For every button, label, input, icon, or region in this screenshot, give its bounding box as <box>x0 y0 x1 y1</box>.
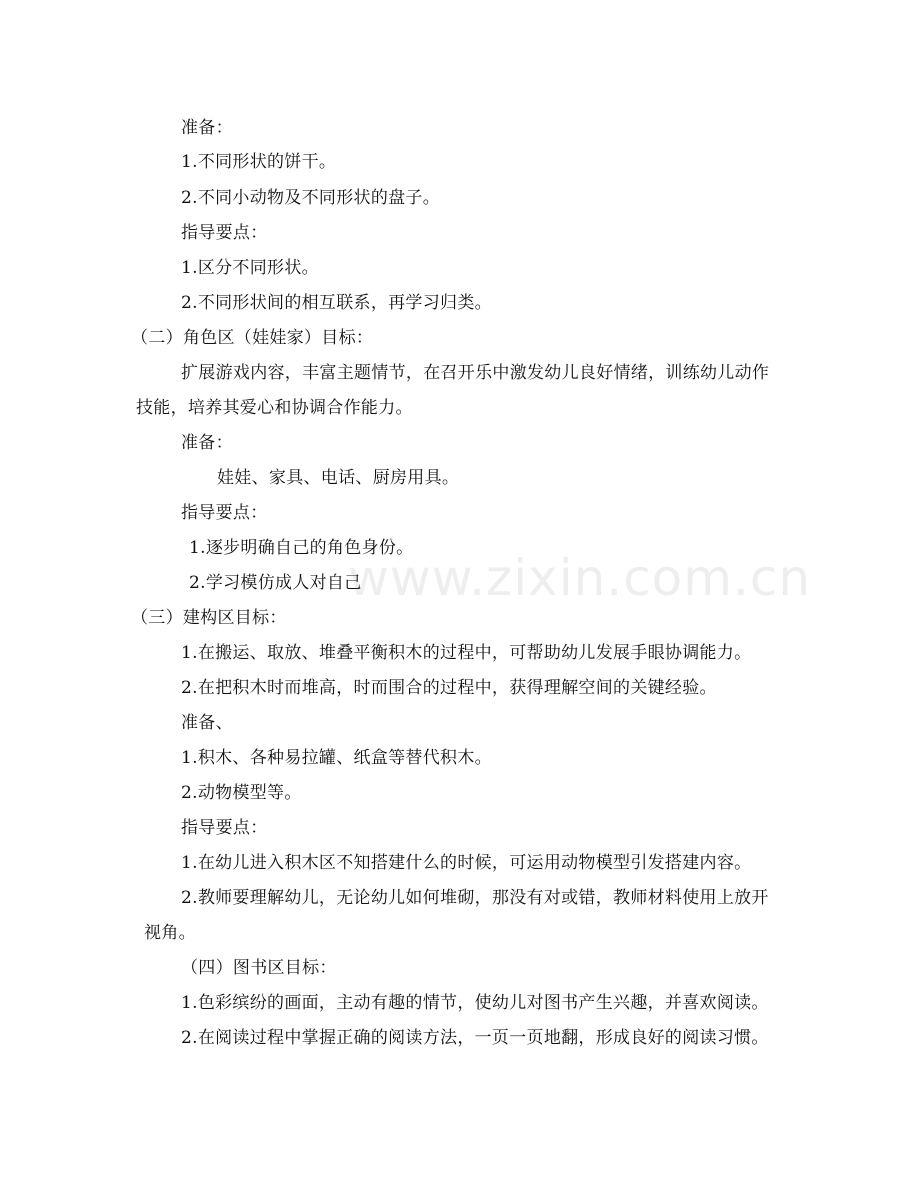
text-line: 2.教师要理解幼儿，无论幼儿如何堆砌，那没有对或错，教师材料使用上放开 <box>181 888 769 908</box>
text-line: 准备： <box>181 118 233 138</box>
text-line: 2.在阅读过程中掌握正确的阅读方法，一页一页地翻，形成良好的阅读习惯。 <box>181 1028 769 1048</box>
section-heading: （二）角色区（娃娃家）目标： <box>131 328 374 348</box>
text-line: 2.不同形状间的相互联系，再学习归类。 <box>181 293 492 313</box>
text-line: 1.积木、各种易拉罐、纸盒等替代积木。 <box>181 748 492 768</box>
text-line: 1.不同形状的饼干。 <box>181 152 337 172</box>
text-line: 1.在幼儿进入积木区不知搭建什么的时候，可运用动物模型引发搭建内容。 <box>181 853 752 873</box>
text-line: 2.动物模型等。 <box>181 783 302 803</box>
text-line: 视角。 <box>144 923 196 943</box>
text-line: 1.色彩缤纷的画面，主动有趣的情节，使幼儿对图书产生兴趣，并喜欢阅读。 <box>181 993 769 1013</box>
text-line: 指导要点： <box>181 503 268 523</box>
section-heading: （三）建构区目标： <box>131 608 287 628</box>
text-line: 技能，培养其爱心和协调合作能力。 <box>136 398 413 418</box>
watermark: www.zixin.com.cn <box>348 549 812 607</box>
text-line: 1.逐步明确自己的角色身份。 <box>189 538 414 558</box>
text-line: 扩展游戏内容，丰富主题情节，在召开乐中激发幼儿良好情绪，训练幼儿动作 <box>181 363 770 383</box>
text-line: 2.在把积木时而堆高，时而围合的过程中，获得理解空间的关键经验。 <box>181 678 717 698</box>
text-line: 准备： <box>181 433 233 453</box>
text-line: 1.区分不同形状。 <box>181 258 319 278</box>
section-heading: （四）图书区目标： <box>181 958 337 978</box>
text-line: 1.在搬运、取放、堆叠平衡积木的过程中，可帮助幼儿发展手眼协调能力。 <box>181 643 752 663</box>
text-line: 准备、 <box>181 713 233 733</box>
text-line: 指导要点： <box>181 818 268 838</box>
text-line: 娃娃、家具、电话、厨房用具。 <box>217 468 460 488</box>
text-line: 指导要点： <box>181 223 268 243</box>
text-line: 2.学习模仿成人对自己 <box>189 573 362 593</box>
text-line: 2.不同小动物及不同形状的盘子。 <box>181 188 441 208</box>
